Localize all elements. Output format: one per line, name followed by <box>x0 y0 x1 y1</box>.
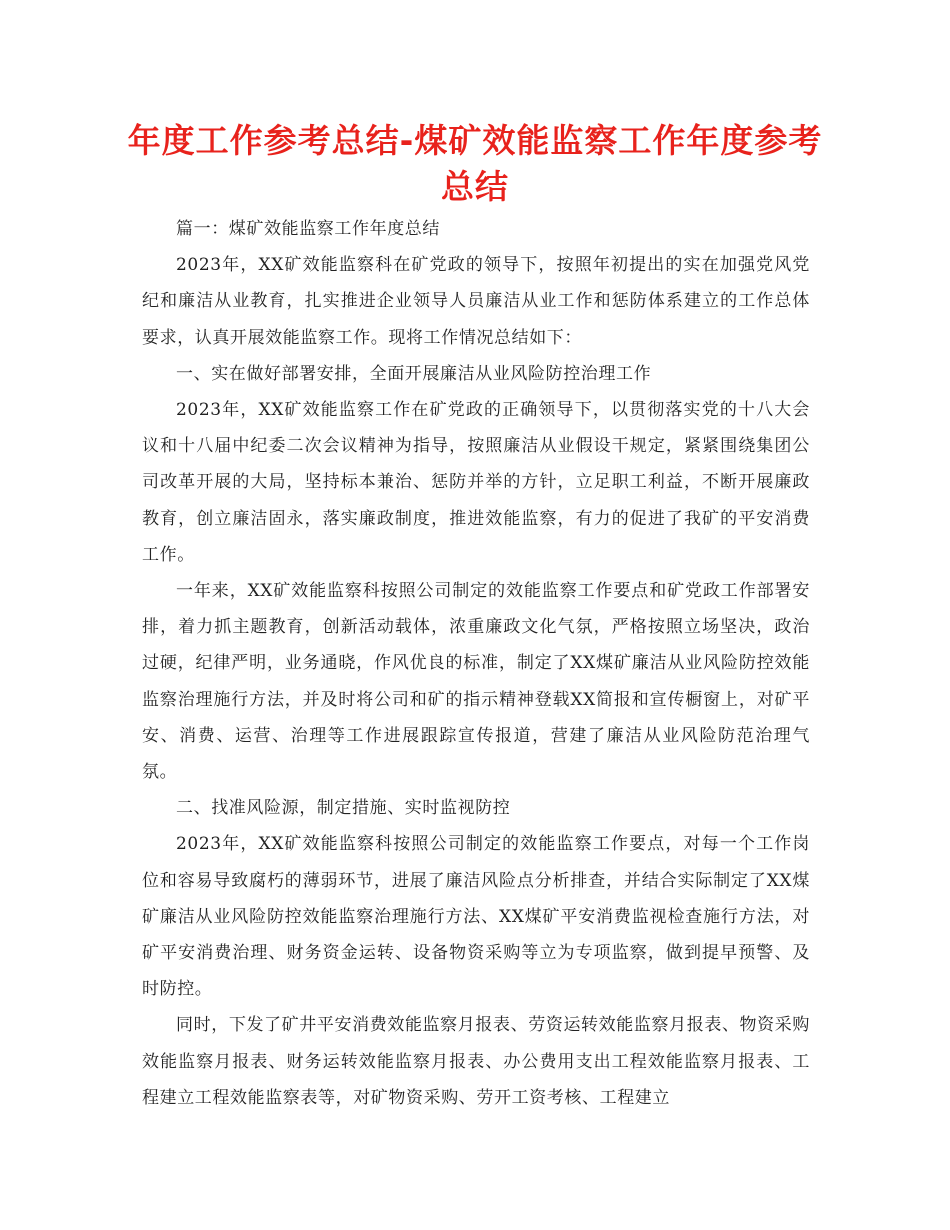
document-title: 年度工作参考总结-煤矿效能监察工作年度参考总结 <box>127 121 823 206</box>
document-body <box>142 211 810 1116</box>
body-paragraph: 同时，下发了矿井平安消费效能监察月报表、劳资运转效能监察月报表、物资采购效能监察月报表、财务运转效能监察月报表、办公费用支出工程效能监察月报表、工程建立工程效能监察表等，对矿物资采购、劳开工资考核、工程建立 <box>142 1015 810 1108</box>
section-heading: 篇一：煤矿效能监察工作年度总结 <box>176 219 440 239</box>
section-heading: 二、找准风险源，制定措施、实时监视防控 <box>176 798 511 819</box>
body-paragraph: 2023年，XX矿效能监察工作在矿党政的正确领导下，以贯彻落实党的十八大会议和十八届中纪委二次会议精神为指导，按照廉洁从业假设干规定，紧紧围绕集团公司改革开展的大局，坚持标本兼治、惩防并举的方针，立足职工利益，不断开展廉政教育，创立廉洁固永，落实廉政制度，推进效能监察，有力的促进了我矿的平安消费工作。 <box>142 400 810 565</box>
section-heading: 一、实在做好部署安排，全面开展廉洁从业风险防控治理工作 <box>176 363 652 384</box>
body-paragraph: 2023年，XX矿效能监察科在矿党政的领导下，按照年初提出的实在加强党风党纪和廉洁从业教育，扎实推进企业领导人员廉洁从业工作和惩防体系建立的工作总体要求，认真开展效能监察工作。现将工作情况总结如下： <box>142 255 810 348</box>
body-paragraph: 一年来，XX矿效能监察科按照公司制定的效能监察工作要点和矿党政工作部署安排，着力抓主题教育，创新活动载体，浓重廉政文化气氛，严格按照立场坚决，政治过硬，纪律严明，业务通晓，作风优良的标准，制定了XX煤矿廉洁从业风险防控效能监察治理施行方法，并及时将公司和矿的指示精神登载XX简报和宣传橱窗上，对矿平安、消费、运营、治理等工作进展跟踪宣传报道，营建了廉洁从业风险防范治理气氛。 <box>142 581 810 783</box>
body-paragraph: 2023年，XX矿效能监察科按照公司制定的效能监察工作要点，对每一个工作岗位和容易导致腐朽的薄弱环节，进展了廉洁风险点分析排查，并结合实际制定了XX煤矿廉洁从业风险防控效能监察治理施行方法、XX煤矿平安消费监视检查施行方法，对矿平安消费治理、财务资金运转、设备物资采购等立为专项监察，做到提早预警、及时防控。 <box>142 834 810 1000</box>
